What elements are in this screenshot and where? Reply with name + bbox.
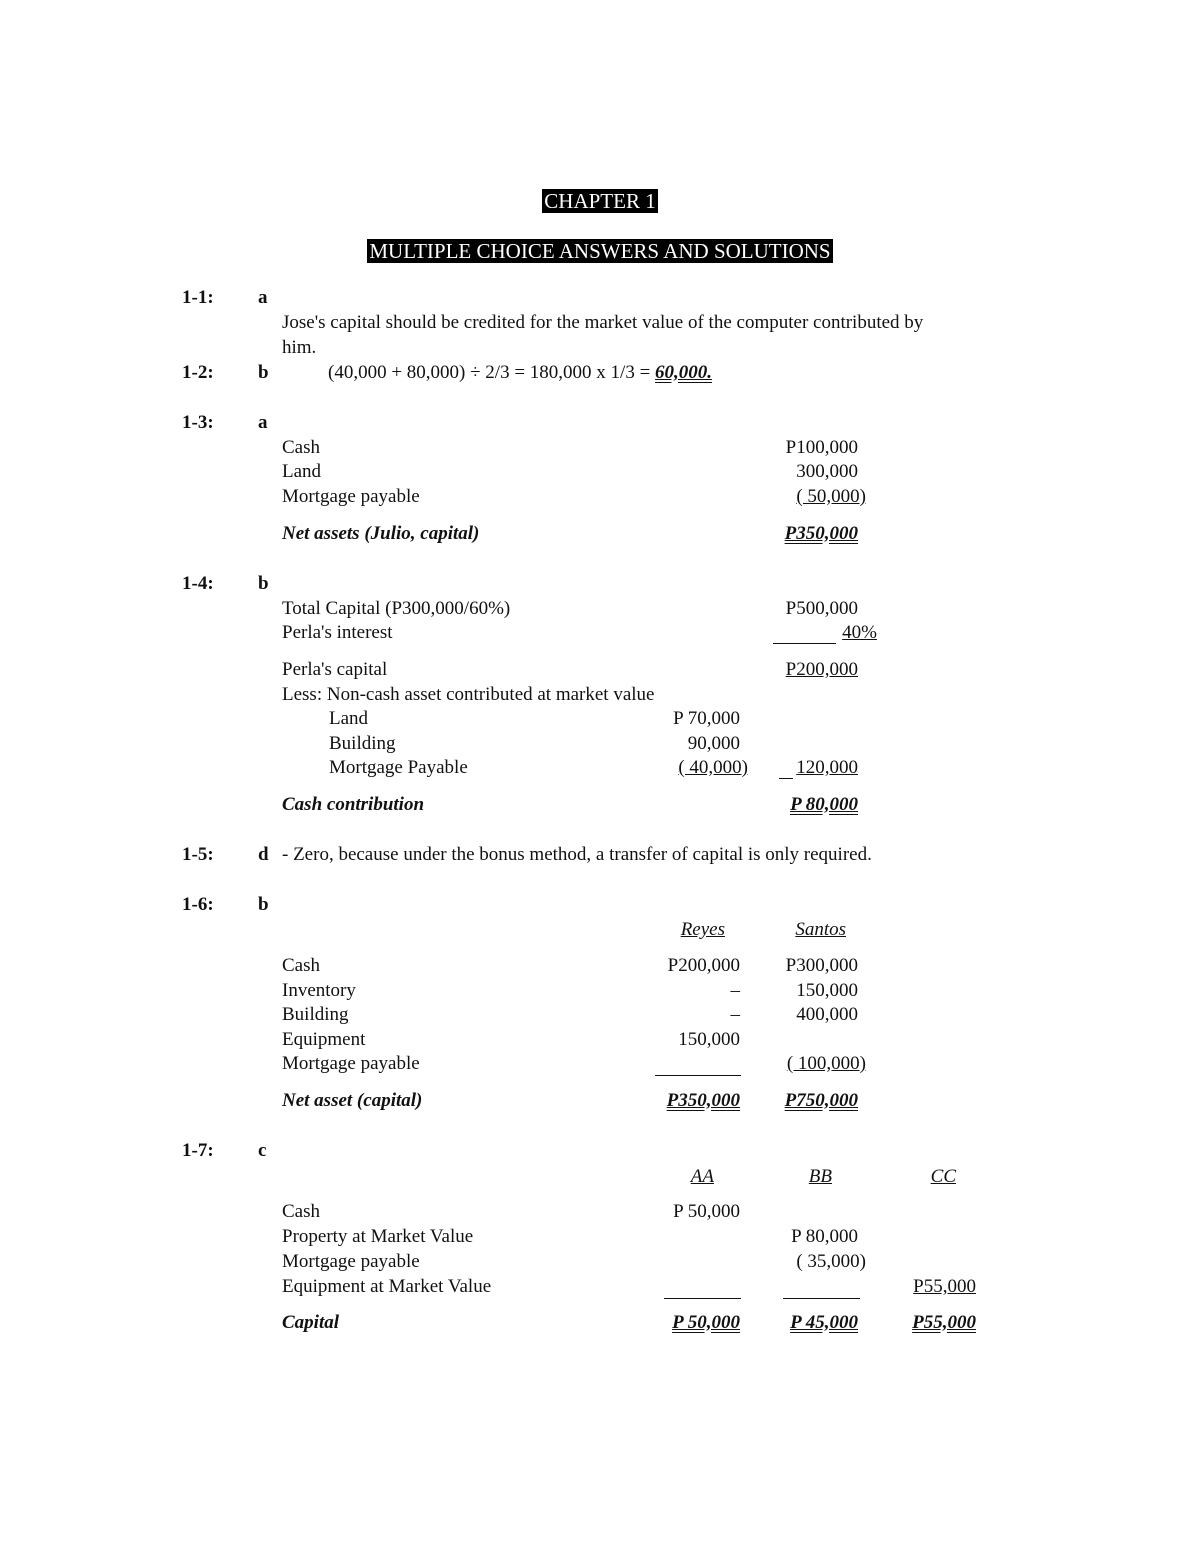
row-label-1-7-mortgage: Mortgage payable — [282, 1251, 420, 1272]
capital-label-1-4: Perla's capital — [282, 659, 388, 680]
total-label-1-6: Net asset (capital) — [282, 1090, 423, 1111]
total-aa-1-7: P 50,000 — [672, 1312, 740, 1333]
row-label-1-6-building: Building — [282, 1004, 349, 1025]
explanation-1-1-line1: Jose's capital should be credited for the market value of the computer contributed by — [282, 312, 924, 333]
items-total-1-4: 120,000 — [796, 757, 858, 778]
answer-letter-1-4: b — [258, 573, 269, 594]
less-label-1-4: Less: Non-cash asset contributed at market value — [282, 684, 655, 705]
column-header-aa: AA — [690, 1166, 714, 1187]
row-label-1-6-cash: Cash — [282, 955, 320, 976]
total-capital-amount-1-4: P500,000 — [785, 598, 858, 619]
answer-letter-1-2: b — [258, 362, 269, 383]
cash-contribution-amount-1-4: P 80,000 — [790, 794, 858, 815]
row-bb-1-7-property: P 80,000 — [791, 1226, 858, 1247]
question-number-1-1: 1-1: — [182, 287, 214, 308]
column-header-santos: Santos — [795, 919, 846, 940]
underline-blank — [664, 1298, 741, 1299]
formula-1-2-expression: (40,000 + 80,000) ÷ 2/3 = 180,000 x 1/3 = — [328, 362, 656, 383]
answer-letter-1-5: d — [258, 844, 269, 865]
item-label-1-4-land: Land — [329, 708, 369, 729]
question-number-1-3: 1-3: — [182, 412, 214, 433]
total-cc-1-7: P55,000 — [912, 1312, 976, 1333]
capital-amount-1-4: P200,000 — [785, 659, 858, 680]
row-label-1-6-mortgage: Mortgage payable — [282, 1053, 420, 1074]
total-reyes-1-6: P350,000 — [666, 1090, 740, 1111]
row-aa-1-7-cash: P 50,000 — [673, 1201, 740, 1222]
formula-1-2-result: 60,000. — [655, 362, 713, 383]
question-number-1-6: 1-6: — [182, 894, 214, 915]
row-reyes-1-6-building: – — [730, 1004, 740, 1025]
row-label-1-6-equipment: Equipment — [282, 1029, 366, 1050]
column-header-reyes: Reyes — [680, 919, 725, 940]
column-header-bb: BB — [808, 1166, 832, 1187]
row-amount-1-3-cash: P100,000 — [785, 437, 858, 458]
row-cc-1-7-equipment: P55,000 — [913, 1276, 976, 1297]
row-label-1-3-cash: Cash — [282, 437, 320, 458]
item-amount-1-4-mortgage: ( 40,000) — [678, 757, 748, 778]
item-label-1-4-building: Building — [329, 733, 396, 754]
question-number-1-5: 1-5: — [182, 844, 214, 865]
total-label-1-7: Capital — [282, 1312, 340, 1333]
total-capital-label-1-4: Total Capital (P300,000/60%) — [282, 598, 511, 619]
row-reyes-1-6-inventory: – — [730, 980, 740, 1001]
row-reyes-1-6-cash: P200,000 — [667, 955, 740, 976]
item-amount-1-4-land: P 70,000 — [673, 708, 740, 729]
explanation-1-5: - Zero, because under the bonus method, a transfer of capital is only required. — [282, 844, 872, 865]
row-santos-1-6-building: 400,000 — [796, 1004, 858, 1025]
total-santos-1-6: P750,000 — [784, 1090, 858, 1111]
item-label-1-4-mortgage: Mortgage Payable — [329, 757, 468, 778]
explanation-1-1-line2: him. — [282, 337, 317, 358]
answer-letter-1-6: b — [258, 894, 269, 915]
question-number-1-2: 1-2: — [182, 362, 214, 383]
row-label-1-6-inventory: Inventory — [282, 980, 356, 1001]
interest-amount-1-4: 40% — [842, 622, 877, 643]
column-header-cc: CC — [930, 1166, 956, 1187]
cash-contribution-label-1-4: Cash contribution — [282, 794, 425, 815]
chapter-title: CHAPTER 1 — [544, 189, 656, 213]
formula-1-2 — [328, 361, 712, 385]
interest-label-1-4: Perla's interest — [282, 622, 393, 643]
row-label-1-7-equipment: Equipment at Market Value — [282, 1276, 492, 1297]
row-label-1-3-mortgage: Mortgage payable — [282, 486, 420, 507]
row-santos-1-6-inventory: 150,000 — [796, 980, 858, 1001]
answer-letter-1-1: a — [258, 287, 268, 308]
row-reyes-1-6-equipment: 150,000 — [678, 1029, 740, 1050]
row-label-1-7-cash: Cash — [282, 1201, 320, 1222]
total-label-1-3: Net assets (Julio, capital) — [282, 523, 480, 544]
row-label-1-3-land: Land — [282, 461, 322, 482]
question-number-1-7: 1-7: — [182, 1140, 214, 1161]
item-amount-1-4-building: 90,000 — [687, 733, 740, 754]
row-label-1-7-property: Property at Market Value — [282, 1226, 474, 1247]
row-amount-1-3-land: 300,000 — [796, 461, 858, 482]
row-santos-1-6-cash: P300,000 — [785, 955, 858, 976]
row-amount-1-3-mortgage: ( 50,000) — [796, 486, 866, 507]
answer-letter-1-7: c — [258, 1140, 267, 1161]
row-santos-1-6-mortgage: ( 100,000) — [786, 1053, 866, 1074]
total-amount-1-3: P350,000 — [784, 523, 858, 544]
row-bb-1-7-mortgage: ( 35,000) — [796, 1251, 866, 1272]
answer-letter-1-3: a — [258, 412, 268, 433]
total-bb-1-7: P 45,000 — [790, 1312, 858, 1333]
section-subtitle: MULTIPLE CHOICE ANSWERS AND SOLUTIONS — [369, 239, 831, 263]
question-number-1-4: 1-4: — [182, 573, 214, 594]
